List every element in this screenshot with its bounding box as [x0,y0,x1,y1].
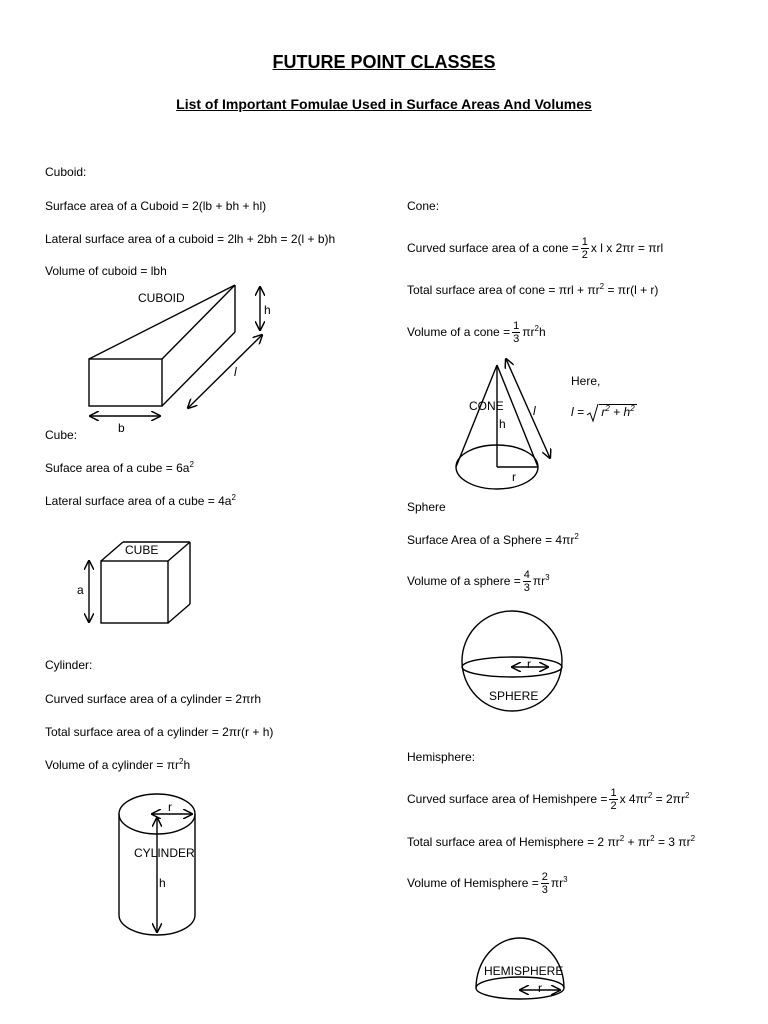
fraction-four-thirds: $\frac{4}{3}$ [523,569,530,595]
fraction-two-thirds: $\frac{2}{3}$ [541,871,548,897]
cylinder-label: CYLINDER [134,846,195,860]
cone-total-area: Total surface area of cone = $\pi rl + \pi r^2 = \pi r(l + r)$ [407,282,659,297]
cuboid-volume: Volume of cuboid = lbh [45,264,167,278]
cylinder-dim-h: h [159,876,166,890]
cube-label: CUBE [125,543,159,557]
sphere-surface-area: Surface Area of a Sphere = $4\pi r^2$ [407,532,579,547]
hemisphere-heading: Hemisphere: [407,750,476,764]
hemisphere-label: HEMISPHERE [484,964,564,978]
cone-volume: Volume of a cone = $\frac{1}{3}$ $\pi r^2h$ [407,320,546,346]
cuboid-lateral-area: Lateral surface area of a cuboid = 2lh + 2bh = 2(l + b)h [45,232,336,246]
cylinder-volume: Volume of a cylinder = $\pi r^2h$ [45,757,191,772]
cone-label: CONE [469,399,504,413]
fraction-half: $\frac{1}{2}$ [581,236,588,262]
hemisphere-diagram [0,0,1,1]
cuboid-heading: Cuboid: [45,165,87,179]
fraction-third: $\frac{1}{3}$ [513,320,520,346]
cuboid-dim-h: h [264,303,271,317]
cylinder-curved-area: Curved surface area of a cylinder = 2πrh [45,692,262,706]
fraction-half: $\frac{1}{2}$ [610,787,617,813]
sphere-dim-r: r [527,657,531,671]
sqrt-icon [587,404,599,422]
cube-heading: Cube: [45,428,78,442]
cuboid-surface-area: Surface area of a Cuboid = 2(lb + bh + hl) [45,199,267,213]
sphere-volume: Volume of a sphere = $\frac{4}{3}$ $\pi r^3$ [407,569,550,595]
cuboid-label: CUBOID [138,291,185,305]
cylinder-heading: Cylinder: [45,658,93,672]
slant-height-formula: $l = r^2 + h^2$ [571,404,637,422]
cylinder-total-area: Total surface area of a cylinder = 2πr(r + h) [45,725,274,739]
cone-dim-r: r [512,470,516,484]
cone-dim-l: l [533,404,536,418]
cone-dim-h: h [499,417,506,431]
hemisphere-curved-area: Curved surface area of Hemishpere = $\frac{1}{2}$ x $4\pi r^2 = 2\pi r^2$ [407,787,690,813]
cuboid-dim-b: b [118,421,125,435]
cone-curved-area: Curved surface area of a cone = $\frac{1}{2}$ x l x 2πr = πrl [407,236,664,262]
hemisphere-volume: Volume of Hemisphere = $\frac{2}{3}$ $\pi r^3$ [407,871,568,897]
page-subtitle: List of Important Fomulae Used in Surface Areas And Volumes [176,96,592,112]
sphere-label: SPHERE [489,689,539,703]
cube-dim-a: a [77,583,84,597]
cylinder-dim-r: r [168,800,172,814]
cube-lateral-area: Lateral surface area of a cube = $4a^2$ [45,493,236,508]
sphere-heading: Sphere [407,500,446,514]
page-title: FUTURE POINT CLASSES [272,52,496,72]
cube-surface-area: Suface area of a cube = $6a^2$ [45,460,194,475]
cuboid-dim-l: l [234,365,237,379]
cone-heading: Cone: [407,199,440,213]
hemisphere-dim-r: r [538,981,542,995]
here-label: Here, [571,374,601,388]
hemisphere-total-area: Total surface area of Hemisphere = 2 $\pi r^2 + \pi r^2 = 3$ $\pi r^2$ [407,834,696,849]
